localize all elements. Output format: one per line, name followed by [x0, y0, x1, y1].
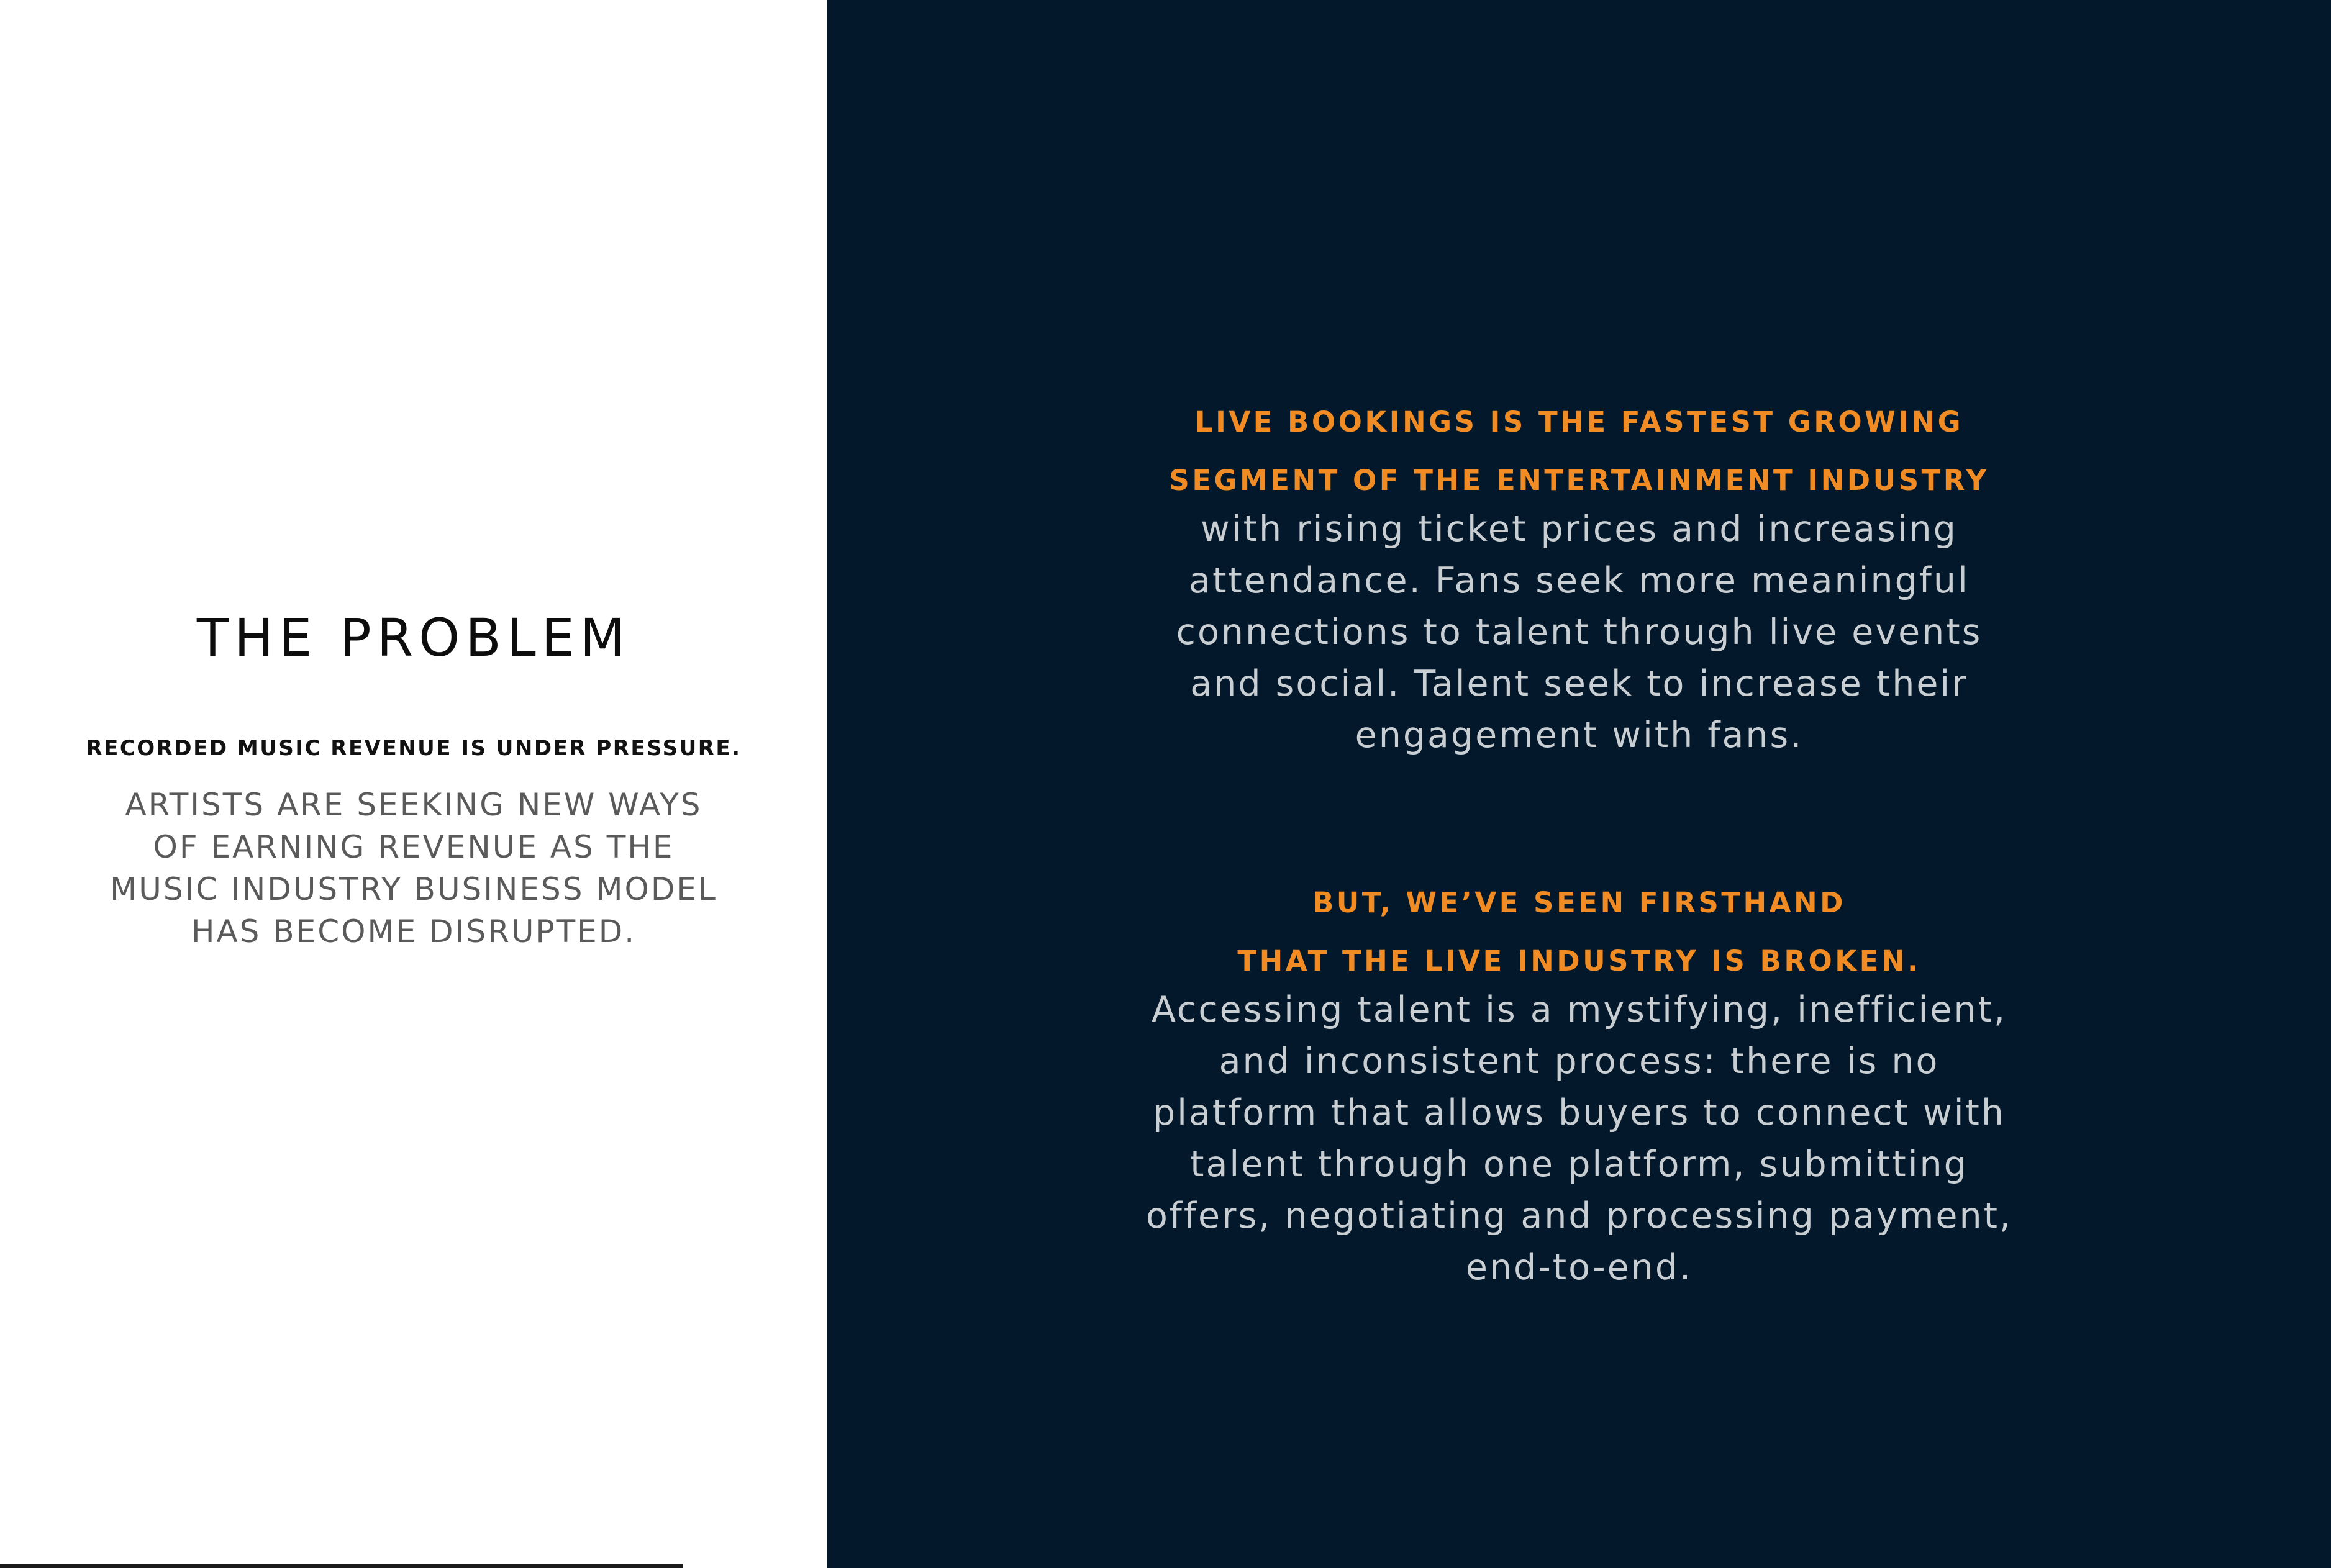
- broken-industry-section: [827, 874, 2331, 1294]
- section-body: with rising ticket prices and increasing attendance. Fans seek more meaningful connections to talent through live events and social. Talent seek to increase their engagement with fans.: [1176, 509, 1983, 756]
- section-heading-line: THAT THE LIVE INDUSTRY IS BROKEN.: [1237, 945, 1921, 977]
- section-body: Accessing talent is a mystifying, inefficient, and inconsistent process: there is no platform that allows buyers to connect with talent through one platform, submitting offers, negotiating and processing payment, end-to-end.: [1145, 989, 2013, 1288]
- right-panel: [827, 0, 2331, 1568]
- section-heading-line: LIVE BOOKINGS IS THE FASTEST GROWING: [1194, 406, 1964, 438]
- live-bookings-section: [827, 393, 2331, 761]
- bottom-divider: [0, 1564, 683, 1568]
- left-panel: [0, 0, 827, 1568]
- page-title: THE PROBLEM: [196, 607, 631, 668]
- problem-subtitle: RECORDED MUSIC REVENUE IS UNDER PRESSURE.: [86, 736, 742, 761]
- problem-body: ARTISTS ARE SEEKING NEW WAYS OF EARNING REVENUE AS THE MUSIC INDUSTRY BUSINESS MODEL HAS BECOME DISRUPTED.: [110, 787, 717, 949]
- section-heading-line: BUT, WE’VE SEEN FIRSTHAND: [1312, 886, 1847, 919]
- section-heading-line: SEGMENT OF THE ENTERTAINMENT INDUSTRY: [1169, 464, 1989, 497]
